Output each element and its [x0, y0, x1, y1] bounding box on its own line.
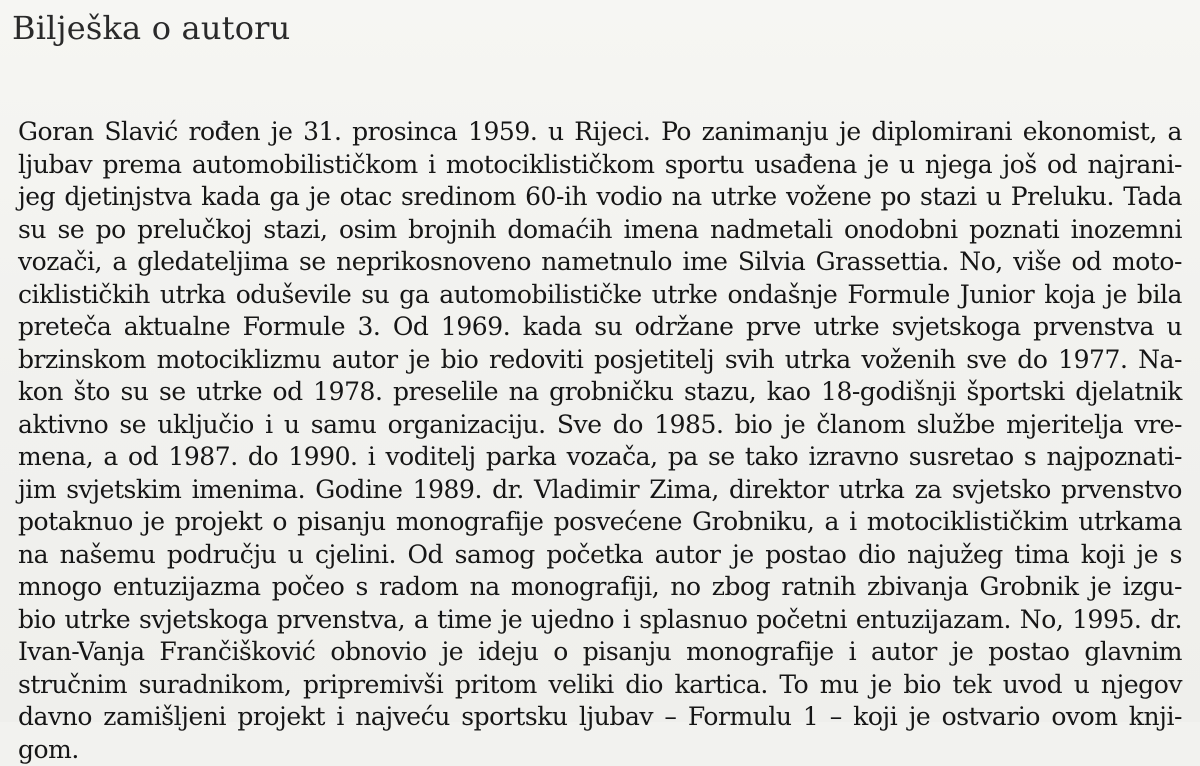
text-line: bio utrke svjetskoga prvenstva, a time je ujedno i splasnuo početni entuzijazam. No, 1995. dr. — [18, 604, 1182, 637]
text-line: jeg djetinjstva kada ga je otac sredinom 60-ih vodio na utrke vožene po stazi u Preluku. Tada — [18, 181, 1182, 214]
page-title: Bilješka o autoru — [12, 8, 290, 48]
text-line: su se po prelučkoj stazi, osim brojnih domaćih imena nadmetali onodobni poznati inozemni — [18, 214, 1182, 247]
text-line: ciklističkih utrka oduševile su ga automobilističke utrke ondašnje Formule Junior koja je bila — [18, 279, 1182, 312]
text-line: na našemu području u cjelini. Od samog početka autor je postao dio najužeg tima koji je s — [18, 539, 1182, 572]
text-line: brzinskom motociklizmu autor je bio redoviti posjetitelj svih utrka voženih sve do 1977. Na- — [18, 344, 1182, 377]
author-biography-paragraph — [18, 116, 1182, 766]
text-line: stručnim suradnikom, pripremivši pritom veliki dio kartica. To mu je bio tek uvod u njegov — [18, 669, 1182, 702]
text-line: ljubav prema automobilističkom i motociklističkom sportu usađena je u njega još od najrani- — [18, 149, 1182, 182]
text-line: gom. — [18, 734, 1182, 766]
text-line: jim svjetskim imenima. Godine 1989. dr. Vladimir Zima, direktor utrka za svjetsko prvenstvo — [18, 474, 1182, 507]
text-line: mnogo entuzijazma počeo s radom na monografiji, no zbog ratnih zbivanja Grobnik je izgu- — [18, 571, 1182, 604]
text-line: aktivno se uključio i u samu organizaciju. Sve do 1985. bio je članom službe mjeritelja vre- — [18, 409, 1182, 442]
reverse-side-bleed-through — [430, 0, 730, 120]
text-line: Ivan-Vanja Frančišković obnovio je ideju o pisanju monografije i autor je postao glavnim — [18, 636, 1182, 669]
text-line: davno zamišljeni projekt i najveću sportsku ljubav – Formulu 1 – koji je ostvario ovom knji- — [18, 701, 1182, 734]
text-line: kon što su se utrke od 1978. preselile na grobničku stazu, kao 18-godišnji športski djelatnik — [18, 376, 1182, 409]
text-line: vozači, a gledateljima se neprikosnoveno nametnulo ime Silvia Grassettia. No, više od moto- — [18, 246, 1182, 279]
text-line: potaknuo je projekt o pisanju monografije posvećene Grobniku, a i motociklističkim utrkama — [18, 506, 1182, 539]
text-line: mena, a od 1987. do 1990. i voditelj parka vozača, pa se tako izravno susretao s najpoznati- — [18, 441, 1182, 474]
text-line: Goran Slavić rođen je 31. prosinca 1959. u Rijeci. Po zanimanju je diplomirani ekonomist, a — [18, 116, 1182, 149]
text-line: preteča aktualne Formule 3. Od 1969. kada su održane prve utrke svjetskoga prvenstva u — [18, 311, 1182, 344]
